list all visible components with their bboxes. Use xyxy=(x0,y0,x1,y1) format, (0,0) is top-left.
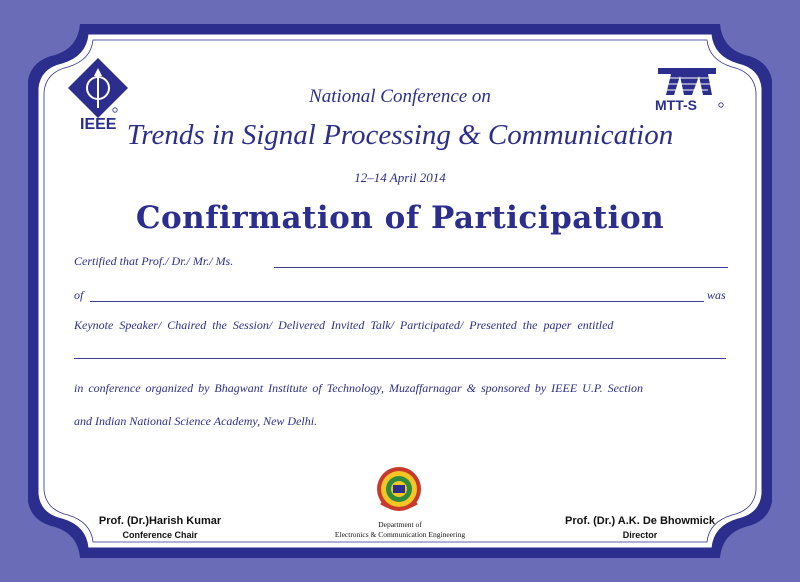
academy-line: and Indian National Science Academy, New Delhi. xyxy=(74,414,318,428)
department-line-1: Department of xyxy=(378,520,422,529)
conference-subtitle: National Conference on xyxy=(309,86,491,107)
certificate-heading: Confirmation of Participation xyxy=(135,200,665,236)
ieee-logo-text: IEEE xyxy=(80,116,117,133)
left-signatory-role: Conference Chair xyxy=(122,530,198,540)
mtt-s-logo-text: MTT-S xyxy=(655,97,697,113)
right-signatory-role: Director xyxy=(622,530,658,540)
of-label: of xyxy=(74,288,84,302)
right-signatory-name: Prof. (Dr.) A.K. De Bhowmick xyxy=(565,515,715,527)
certified-label: Certified that Prof./ Dr./ Mr./ Ms. xyxy=(74,254,234,268)
roles-line: Keynote Speaker/ Chaired the Session/ Delivered Invited Talk/ Participated/ Presented the paper entitled xyxy=(74,318,614,332)
conference-title: Trends in Signal Processing & Communication xyxy=(126,119,674,151)
paper-title-fill-line xyxy=(74,358,726,359)
name-fill-line xyxy=(274,267,728,268)
conference-dates: 12–14 April 2014 xyxy=(354,170,446,185)
organized-line: in conference organized by Bhagwant Institute of Technology, Muzaffarnagar & sponsored by IEEE U.P. Section xyxy=(74,381,643,395)
institute-emblem-icon xyxy=(377,467,421,511)
left-signatory-name: Prof. (Dr.)Harish Kumar xyxy=(98,515,222,527)
affiliation-fill-line xyxy=(90,301,704,302)
was-label: was xyxy=(707,288,726,302)
department-line-2: Electronics & Communication Engineering xyxy=(334,530,466,539)
